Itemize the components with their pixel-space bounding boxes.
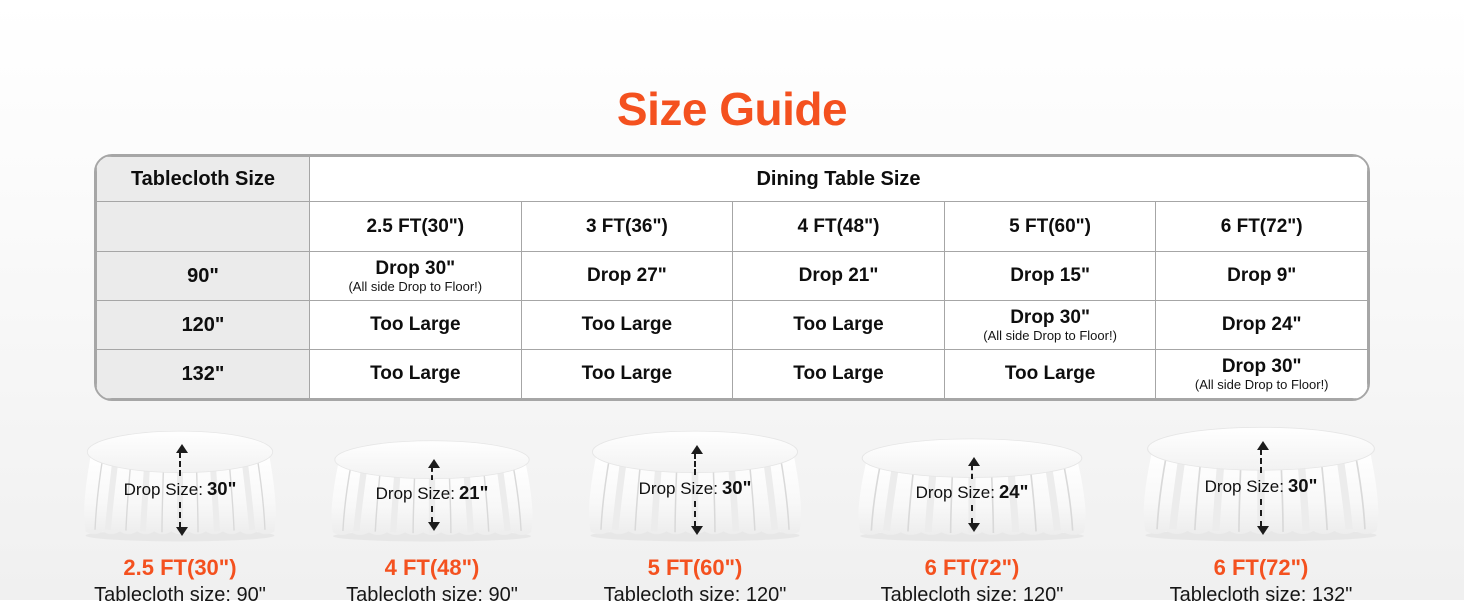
tablecloth-illustration [324, 437, 540, 607]
tablecloth-size-caption: Tablecloth size: 90" [94, 584, 266, 606]
table-size-caption: 5 FT(60") [647, 555, 743, 580]
arrow-up-icon [694, 453, 696, 475]
illustration-strip [77, 423, 1387, 607]
drop-cell [733, 252, 945, 301]
col-header: 2.5 FT(30") [310, 202, 522, 252]
arrow-down-icon [694, 501, 696, 527]
cell-main: Drop 24" [1221, 314, 1302, 336]
col-header: 3 FT(36") [521, 202, 733, 252]
drop-cell [733, 350, 945, 399]
tablecloth-graphic [850, 435, 1094, 543]
table-row [97, 350, 1368, 399]
cell-main: Too Large [1004, 363, 1096, 385]
cell-note: (All side Drop to Floor!) [983, 327, 1117, 343]
drop-cell [1156, 252, 1368, 301]
drop-size-value: 30" [722, 477, 752, 498]
size-table [94, 154, 1370, 401]
cell-main: Drop 30" [375, 257, 456, 279]
drop-size-label [1205, 475, 1318, 497]
drop-size-annotation [324, 451, 540, 539]
drop-size-text: Drop Size: [638, 479, 718, 498]
table-top-header: Dining Table Size [310, 157, 1368, 202]
cell-main: Drop 21" [798, 265, 879, 287]
table-size-caption: 6 FT(72") [924, 555, 1020, 580]
cell-main: Too Large [793, 314, 884, 336]
arrow-down-icon [431, 506, 433, 523]
drop-cell [521, 350, 733, 399]
cell-note: (All side Drop to Floor!) [348, 278, 483, 294]
drop-cell [521, 301, 733, 350]
drop-size-label [639, 477, 752, 499]
empty-corner-cell [97, 202, 310, 252]
drop-cell [944, 350, 1156, 399]
tablecloth-illustration [1135, 423, 1387, 607]
arrow-up-icon [1260, 449, 1262, 473]
tablecloth-size-caption: Tablecloth size: 90" [346, 584, 518, 606]
cell-main: Too Large [581, 363, 673, 385]
cell-main: Too Large [581, 314, 673, 336]
arrow-down-icon [1260, 499, 1262, 527]
table-size-caption: 6 FT(72") [1213, 555, 1309, 580]
tablecloth-graphic [1135, 423, 1387, 543]
drop-size-annotation [1135, 437, 1387, 539]
table-size-caption: 2.5 FT(30") [123, 555, 237, 580]
cell-main: Too Large [370, 314, 461, 336]
cell-main: Drop 30" [1221, 355, 1302, 377]
drop-size-text: Drop Size: [1204, 477, 1284, 496]
cell-main: Drop 30" [1010, 306, 1090, 328]
table-size-caption: 4 FT(48") [384, 555, 480, 580]
tablecloth-illustration [77, 427, 283, 607]
drop-size-annotation [77, 441, 283, 539]
drop-cell [310, 350, 522, 399]
drop-size-text: Drop Size: [375, 484, 455, 503]
cell-main: Too Large [370, 363, 461, 385]
drop-size-label [376, 482, 489, 504]
tablecloth-illustration [581, 427, 809, 607]
cell-main: Drop 15" [1010, 265, 1090, 287]
arrow-down-icon [971, 505, 973, 524]
drop-cell [1156, 350, 1368, 399]
drop-cell [733, 301, 945, 350]
cell-main: Drop 9" [1227, 265, 1297, 287]
tablecloth-illustration [850, 435, 1094, 607]
tablecloth-size-caption: Tablecloth size: 120" [603, 584, 787, 606]
drop-size-value: 24" [999, 480, 1029, 502]
arrow-up-icon [431, 467, 433, 480]
arrow-down-icon [179, 502, 181, 528]
tablecloth-graphic [581, 427, 809, 543]
drop-size-text: Drop Size: [915, 482, 995, 502]
col-header: 6 FT(72") [1156, 202, 1368, 252]
row-header: 120" [97, 301, 310, 350]
table-row [97, 301, 1368, 350]
col-header: 4 FT(48") [733, 202, 945, 252]
arrow-up-icon [179, 452, 181, 476]
row-header: 90" [97, 252, 310, 301]
drop-size-label [916, 481, 1029, 503]
table-corner-header: Tablecloth Size [97, 157, 310, 202]
drop-cell [944, 252, 1156, 301]
drop-cell [521, 252, 733, 301]
drop-size-value: 30" [1288, 475, 1318, 496]
drop-size-annotation [850, 449, 1094, 539]
drop-size-text: Drop Size: [123, 480, 203, 499]
drop-cell [310, 301, 522, 350]
drop-size-value: 30" [207, 478, 237, 499]
tablecloth-graphic [324, 437, 540, 543]
col-header: 5 FT(60") [944, 202, 1156, 252]
arrow-up-icon [971, 465, 973, 479]
row-header: 132" [97, 350, 310, 399]
drop-size-label [124, 478, 237, 500]
tablecloth-graphic [77, 427, 283, 543]
drop-size-annotation [581, 441, 809, 539]
cell-note: (All side Drop to Floor!) [1194, 376, 1329, 392]
cell-main: Drop 27" [587, 265, 667, 287]
tablecloth-size-caption: Tablecloth size: 120" [880, 584, 1064, 606]
drop-cell [944, 301, 1156, 350]
drop-cell [1156, 301, 1368, 350]
drop-size-value: 21" [459, 482, 489, 503]
cell-main: Too Large [793, 363, 884, 385]
table-row [97, 252, 1368, 301]
page-title: Size Guide [616, 83, 848, 135]
drop-cell [310, 252, 522, 301]
tablecloth-size-caption: Tablecloth size: 132" [1169, 584, 1353, 606]
